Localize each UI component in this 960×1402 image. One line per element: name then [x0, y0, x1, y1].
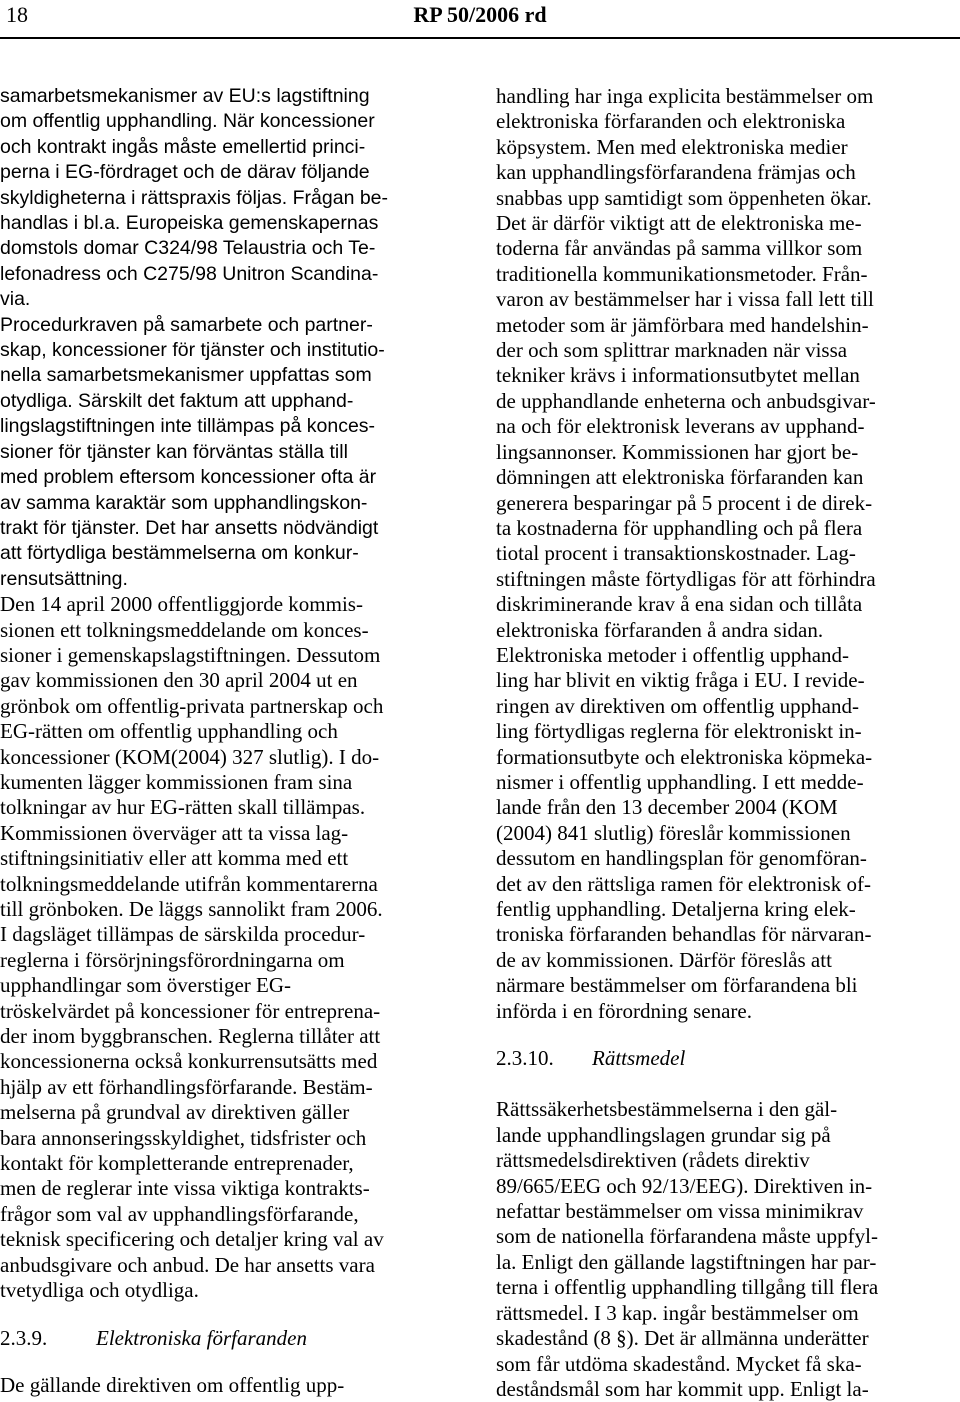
spacer — [496, 1024, 960, 1046]
spacer — [496, 1071, 960, 1097]
paragraph: I dagsläget tillämpas de särskilda procedur- reglerna i försörjningsförordningarna om upphandlingar som överstiger EG- tröskelvärdet på koncessioner för entreprena- der inom byggbranschen. Reglerna tillåter att koncessionerna också konkurrensutsätts med hjälp av ett förhandlingsförfarande. Bestäm- melserna på grundval av direktiven gäller bara annonseringsskyldighet, tidsfrister och kontakt för kompletterande entreprenader, men de reglerar inte vissa viktiga kontrakts- frågor som val av upphandlingsförfarande, teknisk specificering och detaljer kring val av anbudsgivare och anbud. De har ansetts vara tvetydliga och otydliga. — [0, 922, 384, 1303]
left-column — [0, 84, 464, 1398]
section-number: 2.3.9. — [0, 1325, 48, 1350]
paragraph: Elektroniska metoder i offentlig upphand- ling har blivit en viktig fråga i EU. I revide- ringen av direktiven om offentlig upphand- ling förtydligas reglerna för elektroniskt in- formationsutbyte och elektroniska köpmeka- nismer i offentlig upphandling. I ett medde- lande från den 13 december 2004 (KOM (2004) 841 slutlig) föreslår kommissionen dessutom en handlingsplan för genomföran- det av den rättsliga ramen för elektronisk of- fentlig upphandling. Detaljerna kring elek- troniska förfaranden behandlas för närvaran- de av kommissionen. Därför föreslås att närmare bestämmelser om förfarandena bli införda i en förordning senare. — [496, 642, 873, 1023]
paragraph: samarbetsmekanismer av EU:s lagstiftning om offentlig upphandling. När koncessioner och kontrakt ingås måste emellertid princi- perna i EG-fördraget och de därav följande skyldigheterna i rättspraxis följas. Frågan be- handlas i bl.a. Europeiska gemenskapernas domstols domar C324/98 Telaustria och Te- lefonadress och C275/98 Unitron Scandina- via. — [0, 85, 389, 311]
header-rule — [0, 37, 960, 39]
spacer — [0, 1304, 464, 1326]
paragraph: Rättssäkerhetsbestämmelserna i den gäl- lande upphandlingslagen grundar sig på rättsmedelsdirektiven (rådets direktiv 89/665/EEG och 92/13/EEG). Direktiven in- nefattar bestämmelser om vissa minimikrav som de nationella förfarandena måste uppfyl- la. Enligt den gällande lagstiftningen har par- terna i offentlig upphandling tillgång till flera rättsmedel. I 3 kap. ingår bestämmelser om skadestånd (8 §). Det är allmänna underätter som får utdöma skadestånd. Mycket få ska- deståndsmål som har kommit upp. Enligt la- — [496, 1097, 879, 1401]
spacer — [0, 1351, 464, 1373]
section-number: 2.3.10. — [496, 1046, 554, 1071]
paragraph: Procedurkraven på samarbete och partner- skap, koncessioner för tjänster och institutio- nella samarbetsmekanismer uppfattas som otydliga. Särskilt det faktum att upphand- lingslagstiftningen inte tillämpas på konces- sioner för tjänster kan förväntas ställa till med problem eftersom koncessioner ofta är av samma karaktär som upphandlingskon- trakt för tjänster. Det har ansetts nödvändigt att förtydliga bestämmelserna om konkur- rensutsättning. — [0, 313, 385, 590]
page-header — [0, 0, 960, 40]
paragraph: handling har inga explicita bestämmelser om elektroniska förfaranden och elektroniska köpsystem. Men med elektroniska medier kan upphandlingsförfarandena främjas och snabbas upp samtidigt som öppenheten ökar. Det är därför viktigt att de elektroniska me- toderna får användas på samma villkor som traditionella kommunikationsmetoder. Från- varon av bestämmelser har i vissa fall lett till metoder som är jämförbara med handelshin- der och som splittrar marknaden när vissa tekniker krävs i informationsutbytet mellan de upphandlande enheterna och anbudsgivar- na och för elektronisk leverans av upphand- lingsannonser. Kommissionen har gjort be- dömningen att elektroniska förfaranden kan generera besparingar på 5 procent i de direk- ta kostnaderna för upphandling och på flera tiotal procent i transaktionskostnader. Lag- stiftningen måste förtydligas för att förhindra diskriminerande krav å ena sidan och tillåta elektroniska förfaranden å andra sidan. — [496, 84, 876, 642]
paragraph: Den 14 april 2000 offentliggjorde kommis- sionen ett tolkningsmeddelande om konces- sioner i gemenskapslagstiftningen. Dessutom gav kommissionen den 30 april 2004 ut en grönbok om offentlig-privata partnerskap och EG-rätten om offentlig upphandling och koncessioner (KOM(2004) 327 slutlig). I do- kumenten lägger kommissionen fram sina tolkningar av hur EG-rätten skall tillämpas. Kommissionen överväger att ta vissa lag- stiftningsinitiativ eller att komma med ett tolkningsmeddelande utifrån kommentarerna till grönboken. De läggs sannolikt fram 2006. — [0, 592, 384, 921]
document-reference: RP 50/2006 rd — [413, 2, 547, 27]
right-column — [496, 84, 960, 1402]
section-title: Rättsmedel — [592, 1046, 686, 1071]
section-heading — [0, 1326, 464, 1351]
section-title: Elektroniska förfaranden — [96, 1325, 307, 1350]
paragraph: De gällande direktiven om offentlig upp- — [0, 1372, 345, 1397]
page-number: 18 — [6, 2, 28, 27]
section-heading — [496, 1046, 960, 1071]
